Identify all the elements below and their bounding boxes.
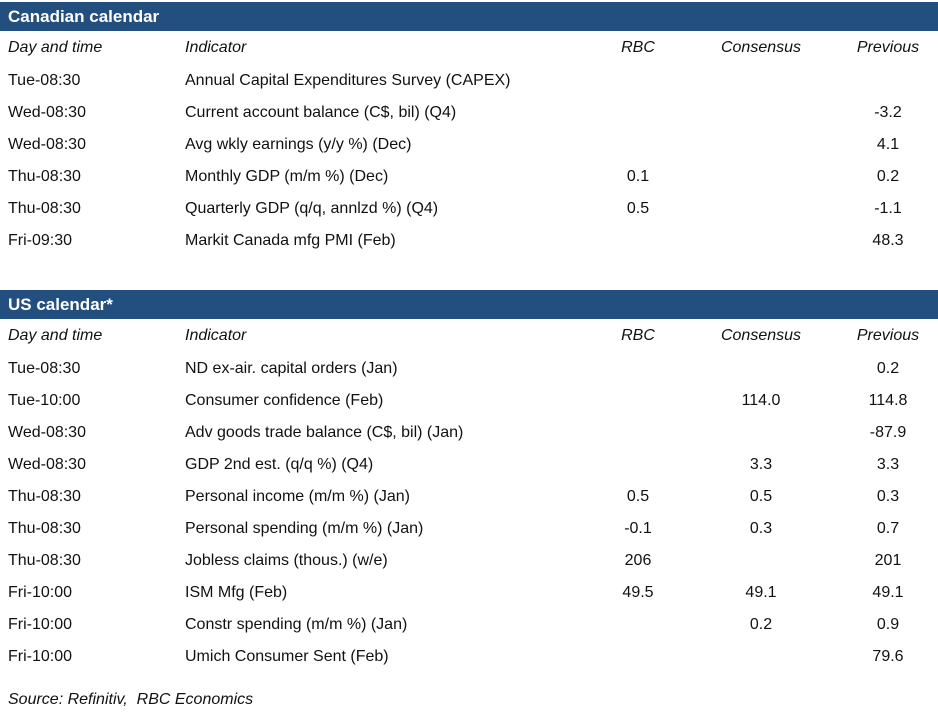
cell-indicator: Umich Consumer Sent (Feb) [185, 648, 389, 665]
cell-previous: 0.2 [876, 360, 900, 377]
cell-rbc [600, 225, 676, 257]
table-row [0, 97, 930, 129]
cell-rbc [600, 417, 676, 449]
cell-consensus [676, 545, 846, 577]
table-row [0, 65, 930, 97]
cell-previous: 48.3 [872, 232, 904, 249]
cell-rbc [600, 129, 676, 161]
cell-indicator: Current account balance (C$, bil) (Q4) [185, 104, 457, 121]
table-row [0, 513, 930, 545]
cell-indicator: ND ex-air. capital orders (Jan) [185, 360, 398, 377]
cell-rbc [600, 385, 676, 417]
cell-previous: 201 [874, 552, 902, 569]
cell-rbc [600, 641, 676, 673]
cell-indicator: Annual Capital Expenditures Survey (CAPEX) [185, 72, 511, 89]
cell-previous: 114.8 [868, 392, 908, 409]
canadian-calendar-title-bar [0, 2, 938, 31]
column-header-rbc: RBC [621, 327, 655, 344]
column-header-previous: Previous [856, 39, 920, 56]
cell-consensus [676, 129, 846, 161]
cell-previous: 0.3 [876, 488, 900, 505]
table-row [0, 385, 930, 417]
cell-day: Wed-08:30 [8, 424, 86, 441]
cell-consensus [676, 353, 846, 385]
cell-indicator: Personal spending (m/m %) (Jan) [185, 520, 424, 537]
cell-rbc [600, 609, 676, 641]
cell-previous: 4.1 [876, 136, 900, 153]
column-header-previous: Previous [856, 327, 920, 344]
economic-calendar-page [0, 2, 938, 726]
cell-day: Tue-08:30 [8, 360, 81, 377]
table-row [0, 481, 930, 513]
cell-rbc [600, 353, 676, 385]
cell-previous: 79.6 [872, 648, 904, 665]
cell-previous: 49.1 [872, 584, 904, 601]
cell-indicator: Personal income (m/m %) (Jan) [185, 488, 410, 505]
table-row [0, 577, 930, 609]
cell-day: Fri-10:00 [8, 584, 73, 601]
cell-rbc: 0.5 [626, 488, 650, 505]
cell-previous: -3.2 [874, 104, 902, 121]
column-header-indicator: Indicator [185, 327, 247, 344]
cell-day: Fri-10:00 [8, 648, 73, 665]
cell-indicator: Monthly GDP (m/m %) (Dec) [185, 168, 389, 185]
cell-day: Thu-08:30 [8, 168, 81, 185]
table-row [0, 609, 930, 641]
cell-indicator: Adv goods trade balance (C$, bil) (Jan) [185, 424, 464, 441]
cell-indicator: Constr spending (m/m %) (Jan) [185, 616, 408, 633]
source-note: Source: Refinitiv, RBC Economics [8, 691, 254, 708]
cell-consensus [676, 97, 846, 129]
column-header-rbc: RBC [621, 39, 655, 56]
column-header-row [0, 319, 930, 353]
cell-rbc [600, 65, 676, 97]
table-row [0, 193, 930, 225]
cell-rbc [600, 449, 676, 481]
table-row [0, 449, 930, 481]
table-title: US calendar* [8, 295, 113, 314]
column-header-row [0, 31, 930, 65]
cell-consensus: 0.5 [749, 488, 773, 505]
cell-rbc: 0.5 [626, 200, 650, 217]
cell-indicator: GDP 2nd est. (q/q %) (Q4) [185, 456, 374, 473]
cell-consensus [676, 193, 846, 225]
us-calendar-table [0, 319, 930, 673]
cell-day: Fri-10:00 [8, 616, 73, 633]
cell-day: Thu-08:30 [8, 520, 81, 537]
cell-day: Thu-08:30 [8, 552, 81, 569]
cell-indicator: Jobless claims (thous.) (w/e) [185, 552, 388, 569]
cell-previous: -1.1 [874, 200, 902, 217]
table-row [0, 353, 930, 385]
column-header-day-and-time: Day and time [8, 39, 103, 56]
table-title: Canadian calendar [8, 7, 160, 26]
cell-consensus [676, 641, 846, 673]
us-calendar-title-bar [0, 290, 938, 319]
column-header-consensus: Consensus [720, 39, 802, 56]
cell-rbc: 49.5 [622, 584, 654, 601]
cell-previous: 0.2 [876, 168, 900, 185]
table-row [0, 641, 930, 673]
cell-consensus: 114.0 [741, 392, 781, 409]
cell-day: Fri-09:30 [8, 232, 73, 249]
cell-day: Wed-08:30 [8, 136, 86, 153]
cell-rbc [600, 97, 676, 129]
table-row [0, 545, 930, 577]
table-row [0, 129, 930, 161]
cell-day: Wed-08:30 [8, 456, 86, 473]
cell-indicator: Markit Canada mfg PMI (Feb) [185, 232, 396, 249]
cell-consensus: 3.3 [749, 456, 773, 473]
cell-previous: 0.7 [876, 520, 900, 537]
cell-consensus: 0.2 [749, 616, 773, 633]
cell-day: Wed-08:30 [8, 104, 86, 121]
cell-indicator: Consumer confidence (Feb) [185, 392, 384, 409]
cell-previous: -87.9 [869, 424, 907, 441]
cell-rbc: 0.1 [626, 168, 650, 185]
column-header-day-and-time: Day and time [8, 327, 103, 344]
cell-indicator: ISM Mfg (Feb) [185, 584, 288, 601]
cell-rbc: 206 [624, 552, 652, 569]
cell-previous: 0.9 [876, 616, 900, 633]
cell-indicator: Quarterly GDP (q/q, annlzd %) (Q4) [185, 200, 439, 217]
canadian-calendar-section [0, 2, 938, 257]
canadian-calendar-table [0, 31, 930, 257]
us-calendar-section [0, 290, 938, 673]
column-header-indicator: Indicator [185, 39, 247, 56]
cell-consensus [676, 225, 846, 257]
table-row [0, 161, 930, 193]
cell-rbc: -0.1 [624, 520, 652, 537]
cell-consensus: 0.3 [749, 520, 773, 537]
cell-day: Tue-10:00 [8, 392, 81, 409]
cell-previous [846, 65, 930, 97]
cell-consensus [676, 65, 846, 97]
cell-day: Tue-08:30 [8, 72, 81, 89]
table-row [0, 225, 930, 257]
cell-consensus [676, 161, 846, 193]
column-header-consensus: Consensus [720, 327, 802, 344]
cell-consensus [676, 417, 846, 449]
cell-day: Thu-08:30 [8, 200, 81, 217]
cell-day: Thu-08:30 [8, 488, 81, 505]
table-row [0, 417, 930, 449]
cell-consensus: 49.1 [745, 584, 777, 601]
cell-indicator: Avg wkly earnings (y/y %) (Dec) [185, 136, 412, 153]
cell-previous: 3.3 [876, 456, 900, 473]
